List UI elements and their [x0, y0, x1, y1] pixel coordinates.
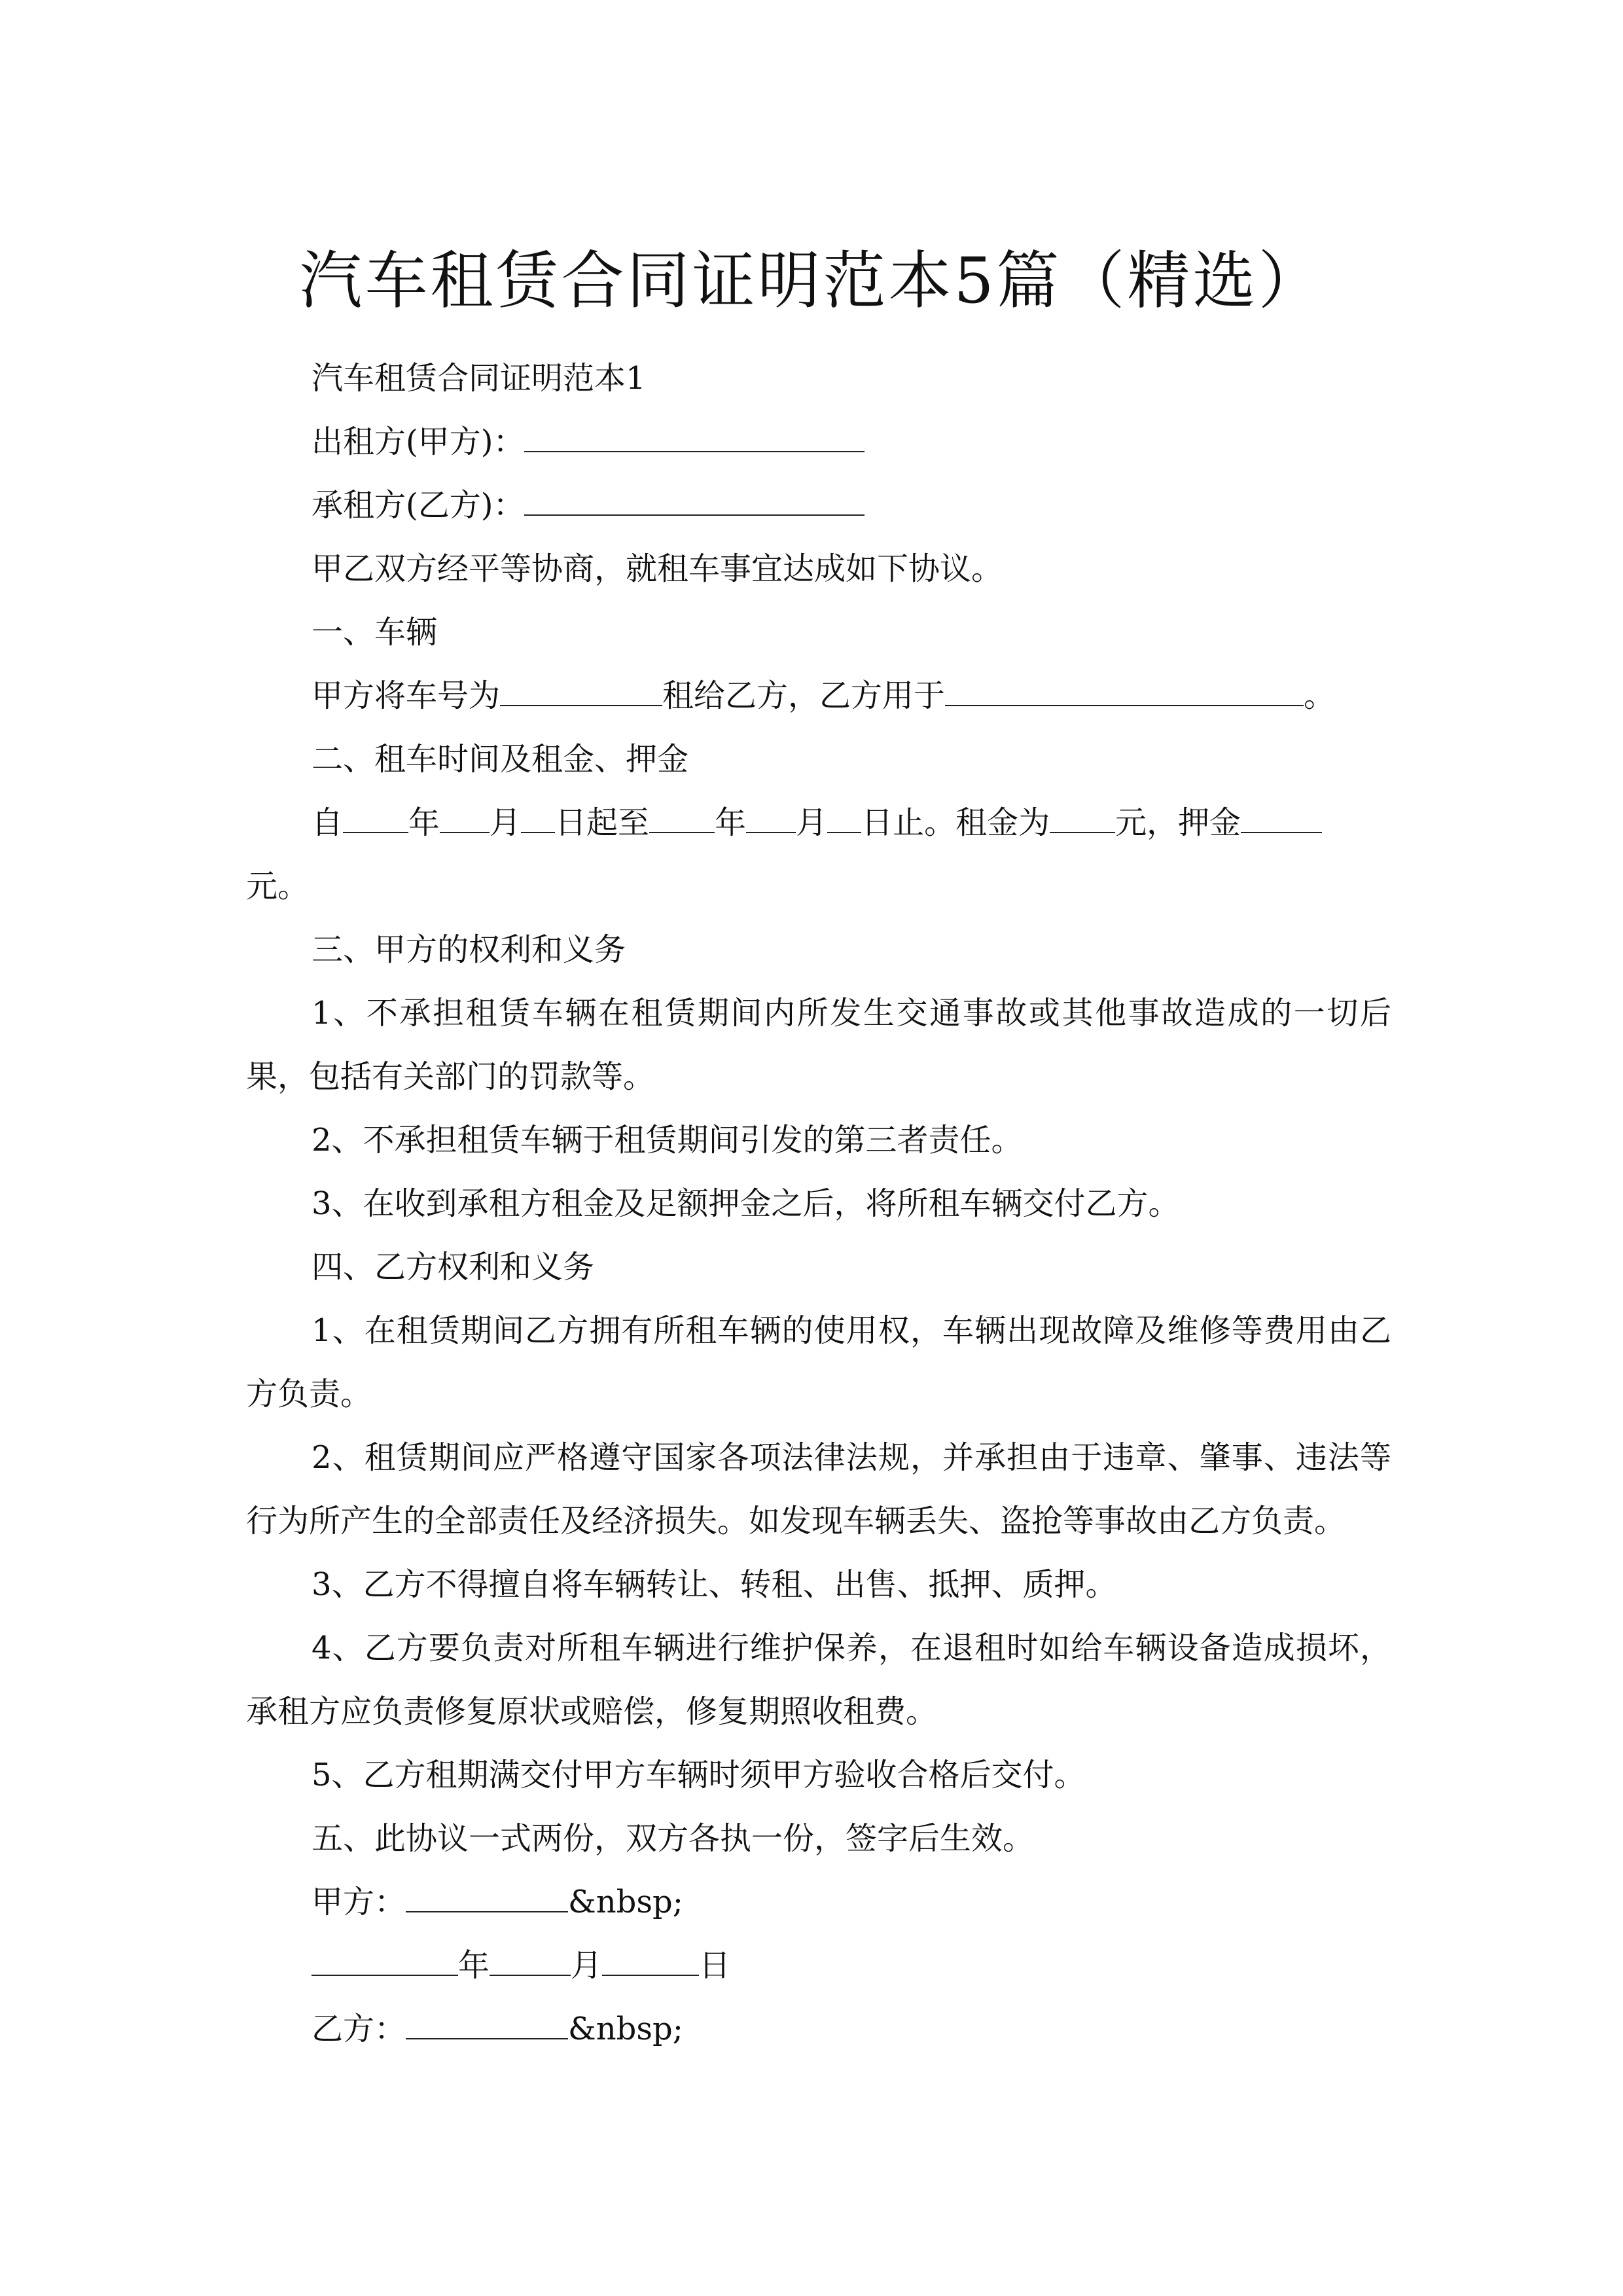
intro-paragraph: 甲乙双方经平等协商，就租车事宜达成如下协议。 [312, 550, 1003, 587]
party-a-nbsp: &nbsp; [568, 1884, 683, 1920]
end-month-blank[interactable] [746, 803, 796, 833]
date-day-blank[interactable] [602, 1946, 699, 1976]
party-a-label: 甲方： [312, 1884, 406, 1920]
party-b-label: 乙方： [312, 2011, 406, 2047]
deposit-text: 元，押金 [1115, 804, 1241, 841]
lessor-line [246, 410, 1391, 474]
start-month-blank[interactable] [440, 803, 490, 833]
section-4-item-2: 2、租赁期间应严格遵守国家各项法律法规，并承担由于违章、肇事、违法等行为所产生的全部责任及经济损失。如发现车辆丢失、盗抢等事故由乙方负责。 [246, 1439, 1391, 1539]
year-text: 年 [715, 804, 747, 841]
date-year-text: 年 [458, 1947, 490, 1984]
period-to-text: 日起至 [555, 804, 650, 841]
vehicle-text-c: 。 [1304, 677, 1336, 714]
document-title: 汽车租赁合同证明范本5篇（精选） [299, 244, 1324, 318]
date-month-text: 月 [571, 1947, 603, 1984]
rent-text: 日止。租金为 [861, 804, 1050, 841]
year-text: 年 [408, 804, 440, 841]
lessee-blank[interactable] [524, 486, 865, 516]
rental-period-line-end: 元。 [246, 868, 310, 905]
vehicle-text-a: 甲方将车号为 [312, 677, 501, 714]
date-month-blank[interactable] [490, 1946, 571, 1976]
section-4-item-3: 3、乙方不得擅自将车辆转让、转租、出售、抵押、质押。 [312, 1566, 1117, 1603]
date-day-text: 日 [699, 1947, 731, 1984]
date-year-blank[interactable] [312, 1946, 458, 1976]
date-line [246, 1934, 1391, 1998]
section-4-item-5: 5、乙方租期满交付甲方车辆时须甲方验收合格后交付。 [312, 1757, 1086, 1793]
start-day-blank[interactable] [521, 803, 555, 833]
section-4-item-1: 1、在租赁期间乙方拥有所租车辆的使用权，车辆出现故障及维修等费用由乙方负责。 [246, 1312, 1391, 1412]
month-text: 月 [796, 804, 828, 841]
section-1-heading: 一、车辆 [312, 614, 438, 651]
end-day-blank[interactable] [827, 803, 861, 833]
rent-blank[interactable] [1050, 803, 1115, 833]
party-b-nbsp: &nbsp; [568, 2011, 683, 2047]
party-a-signature-line [246, 1871, 1391, 1934]
plate-number-blank[interactable] [500, 676, 662, 706]
lessor-label: 出租方(甲方)： [312, 423, 525, 460]
section-5-paragraph: 五、此协议一式两份，双方各执一份，签字后生效。 [312, 1820, 1035, 1857]
rental-period-line [246, 791, 1391, 855]
end-year-blank[interactable] [649, 803, 715, 833]
party-b-signature-line [246, 1998, 1391, 2061]
lessor-blank[interactable] [524, 422, 865, 452]
section-3-item-2: 2、不承担租赁车辆于租赁期间引发的第三者责任。 [312, 1122, 1023, 1158]
start-year-blank[interactable] [343, 803, 408, 833]
section-3-item-1: 1、不承担租赁车辆在租赁期间内所发生交通事故或其他事故造成的一切后果，包括有关部门的罚款等。 [246, 995, 1391, 1095]
subtitle: 汽车租赁合同证明范本1 [312, 360, 646, 397]
section-3-heading: 三、甲方的权利和义务 [312, 931, 626, 968]
document-body [246, 347, 1391, 2061]
usage-blank[interactable] [945, 676, 1304, 706]
vehicle-text-b: 租给乙方，乙方用于 [662, 677, 946, 714]
party-a-signature-blank[interactable] [406, 1882, 568, 1912]
lessee-line [246, 474, 1391, 537]
month-text: 月 [490, 804, 522, 841]
period-from-text: 自 [312, 804, 344, 841]
section-2-heading: 二、租车时间及租金、押金 [312, 741, 689, 778]
section-4-heading: 四、乙方权利和义务 [312, 1249, 595, 1285]
section-3-item-3: 3、在收到承租方租金及足额押金之后，将所租车辆交付乙方。 [312, 1185, 1180, 1222]
lessee-label: 承租方(乙方)： [312, 487, 525, 524]
deposit-blank[interactable] [1241, 803, 1322, 833]
party-b-signature-blank[interactable] [406, 2009, 568, 2039]
section-4-item-4: 4、乙方要负责对所租车辆进行维护保养，在退租时如给车辆设备造成损坏，承租方应负责修复原状或赔偿，修复期照收租费。 [246, 1630, 1391, 1730]
vehicle-line [246, 664, 1391, 728]
